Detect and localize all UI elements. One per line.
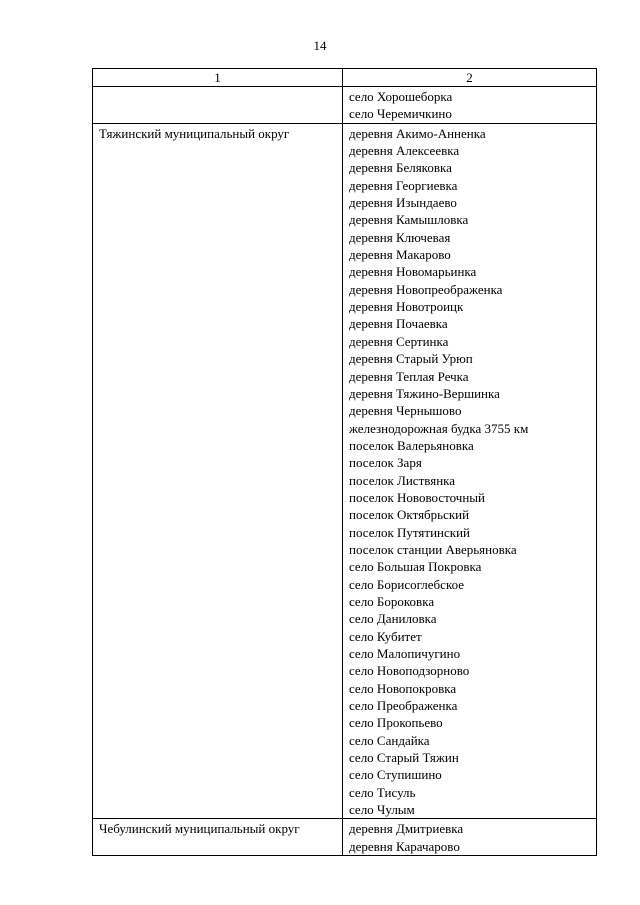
- settlement-item: поселок Листвянка: [349, 472, 456, 488]
- table-row: [93, 819, 597, 856]
- settlement-item: деревня Новопреображенка: [349, 281, 503, 297]
- settlement-item: село Бороковка: [349, 593, 435, 609]
- settlement-item: деревня Старый Урюп: [349, 351, 473, 367]
- settlement-item: деревня Изындаево: [349, 195, 457, 211]
- district-name: Чебулинский муниципальный округ: [99, 821, 300, 837]
- settlement-item: село Кубитет: [349, 628, 422, 644]
- settlement-item: село Прокопьево: [349, 715, 443, 731]
- settlement-item: поселок станции Аверьяновка: [349, 541, 517, 557]
- settlement-item: село Ступишино: [349, 767, 442, 783]
- settlement-item: поселок Заря: [349, 455, 422, 471]
- settlement-item: поселок Нововосточный: [349, 489, 485, 505]
- settlement-item: деревня Сертинка: [349, 333, 449, 349]
- settlement-item: село Новоподзорново: [349, 663, 470, 679]
- settlement-item: деревня Чернышово: [349, 403, 462, 419]
- settlements-cell: [343, 87, 597, 124]
- settlement-item: село Тисуль: [349, 784, 416, 800]
- settlement-item: деревня Георгиевка: [349, 177, 458, 193]
- settlement-item: село Чулым: [349, 802, 415, 818]
- settlement-item: село Новопокровка: [349, 680, 457, 696]
- settlements-cell: [343, 123, 597, 819]
- settlement-item: деревня Камышловка: [349, 212, 469, 228]
- settlement-item: деревня Ключевая: [349, 229, 451, 245]
- settlement-item: деревня Алексеевка: [349, 143, 460, 159]
- district-cell: [93, 819, 343, 856]
- settlement-item: село Старый Тяжин: [349, 750, 459, 766]
- settlement-item: село Хорошеборка: [349, 89, 453, 104]
- settlement-item: село Черемичкино: [349, 106, 452, 122]
- column-header-2: 2: [343, 69, 597, 87]
- settlement-item: деревня Беляковка: [349, 160, 452, 176]
- settlement-item: поселок Валерьяновка: [349, 437, 474, 453]
- settlement-item: деревня Теплая Речка: [349, 368, 469, 384]
- settlement-item: село Сандайка: [349, 732, 430, 748]
- settlement-item: село Преображенка: [349, 698, 458, 714]
- settlement-item: деревня Карачарово: [349, 838, 460, 854]
- settlement-item: деревня Новотроицк: [349, 299, 464, 315]
- district-cell: [93, 87, 343, 124]
- settlement-item: поселок Октябрьский: [349, 507, 470, 523]
- district-cell: [93, 123, 343, 819]
- district-name: [99, 88, 337, 105]
- settlements-cell: [343, 819, 597, 856]
- settlement-item: село Даниловка: [349, 611, 437, 627]
- column-header-1: 1: [93, 69, 343, 87]
- page-number: 14: [313, 38, 327, 53]
- table-header-row: [93, 69, 597, 87]
- settlement-item: железнодорожная будка 3755 км: [349, 420, 529, 436]
- table-row: [93, 123, 597, 819]
- settlement-item: деревня Акимо-Анненка: [349, 125, 486, 141]
- settlement-item: поселок Путятинский: [349, 524, 471, 540]
- settlement-item: село Борисоглебское: [349, 576, 465, 592]
- settlements-table: [92, 68, 597, 856]
- table-body: [93, 87, 597, 856]
- district-name: Тяжинский муниципальный округ: [99, 125, 290, 141]
- table-row: [93, 87, 597, 124]
- settlement-item: деревня Дмитриевка: [349, 821, 464, 837]
- settlement-item: деревня Почаевка: [349, 316, 448, 332]
- settlement-item: деревня Новомарьинка: [349, 264, 477, 280]
- settlement-item: село Большая Покровка: [349, 559, 482, 575]
- settlement-item: село Малопичугино: [349, 646, 461, 661]
- settlement-item: деревня Тяжино-Вершинка: [349, 385, 500, 401]
- settlement-item: деревня Макарово: [349, 247, 451, 263]
